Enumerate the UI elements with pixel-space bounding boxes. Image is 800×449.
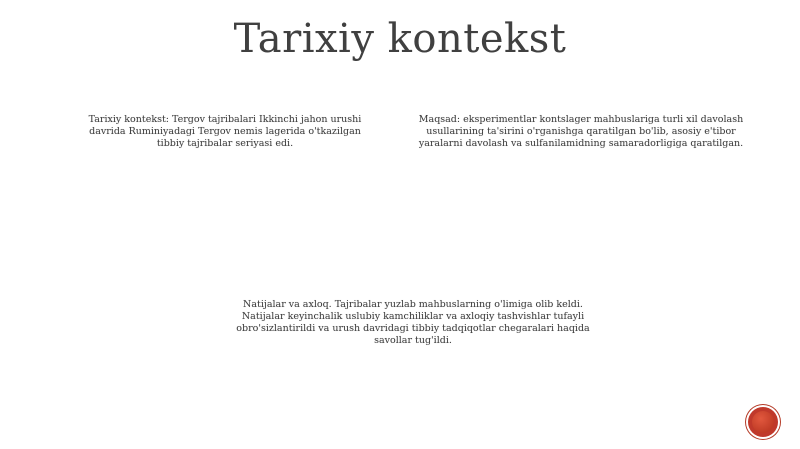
context-text-block: Tarixiy kontekst: Tergov tajribalari Ikkinchi jahon urushi davrida Ruminiyadagi Tergov nemis lagerida o'tkazilgan tibbiy tajribalar seriyasi edi. [88,114,362,149]
results-text-block: Natijalar va axloq. Tajribalar yuzlab mahbuslarning o'limiga olib keldi. Natijalar keyinchalik uslubiy kamchiliklar va axloqiy tashvishlar tufayli obro'sizlantirildi va urush davridagi tibbiy tadqiqotlar chegaralari haqida savollar tug'ildi. [236,299,590,346]
slide-title: Tarixiy kontekst [233,16,567,62]
goal-text-block: Maqsad: eksperimentlar kontslager mahbuslariga turli xil davolash usullarining ta'sirini o'rganishga qaratilgan bo'lib, asosiy e'tibor yaralarni davolash va sulfanilamidning samaradorligiga qaratilgan. [418,114,744,149]
slide-nav-button[interactable] [748,407,778,437]
circle-nav-icon [752,411,774,433]
